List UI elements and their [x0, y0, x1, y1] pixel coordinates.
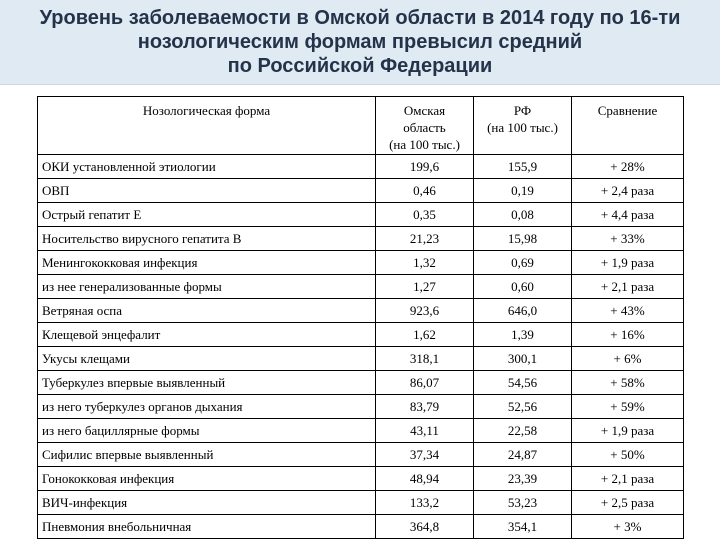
cell-comparison: + 3%	[572, 515, 684, 539]
cell-rf: 0,19	[474, 179, 572, 203]
cell-omsk: 923,6	[376, 299, 474, 323]
cell-omsk: 21,23	[376, 227, 474, 251]
cell-comparison: + 6%	[572, 347, 684, 371]
cell-form: Укусы клещами	[38, 347, 376, 371]
table-row	[38, 155, 684, 179]
cell-rf: 646,0	[474, 299, 572, 323]
cell-form: Клещевой энцефалит	[38, 323, 376, 347]
cell-form: Пневмония внебольничная	[38, 515, 376, 539]
cell-rf: 0,08	[474, 203, 572, 227]
cell-rf: 23,39	[474, 467, 572, 491]
cell-form: Сифилис впервые выявленный	[38, 443, 376, 467]
table-row	[38, 467, 684, 491]
table-row	[38, 347, 684, 371]
table-row	[38, 227, 684, 251]
cell-omsk: 364,8	[376, 515, 474, 539]
table-row	[38, 371, 684, 395]
table-row	[38, 395, 684, 419]
table-header-row	[38, 97, 684, 155]
cell-comparison: + 2,1 раза	[572, 275, 684, 299]
table-row	[38, 179, 684, 203]
cell-comparison: + 59%	[572, 395, 684, 419]
cell-omsk: 43,11	[376, 419, 474, 443]
cell-rf: 22,58	[474, 419, 572, 443]
cell-comparison: + 16%	[572, 323, 684, 347]
cell-comparison: + 2,4 раза	[572, 179, 684, 203]
cell-rf: 52,56	[474, 395, 572, 419]
table-row	[38, 443, 684, 467]
cell-omsk: 37,34	[376, 443, 474, 467]
table-row	[38, 275, 684, 299]
cell-comparison: + 43%	[572, 299, 684, 323]
cell-omsk: 318,1	[376, 347, 474, 371]
cell-rf: 0,69	[474, 251, 572, 275]
cell-comparison: + 2,5 раза	[572, 491, 684, 515]
cell-rf: 0,60	[474, 275, 572, 299]
header-rf: РФ (на 100 тыс.)	[474, 97, 572, 155]
cell-comparison: + 2,1 раза	[572, 467, 684, 491]
cell-comparison: + 58%	[572, 371, 684, 395]
cell-form: Носительство вирусного гепатита В	[38, 227, 376, 251]
cell-comparison: + 33%	[572, 227, 684, 251]
cell-rf: 155,9	[474, 155, 572, 179]
cell-form: Острый гепатит Е	[38, 203, 376, 227]
cell-rf: 15,98	[474, 227, 572, 251]
header-comparison: Сравнение	[572, 97, 684, 155]
header-omsk: Омская область (на 100 тыс.)	[376, 97, 474, 155]
cell-rf: 53,23	[474, 491, 572, 515]
title-line-3: по Российской Федерации	[227, 55, 493, 77]
cell-comparison: + 1,9 раза	[572, 251, 684, 275]
cell-form: ВИЧ-инфекция	[38, 491, 376, 515]
cell-form: Гонококковая инфекция	[38, 467, 376, 491]
table-body	[38, 155, 684, 539]
cell-form: ОВП	[38, 179, 376, 203]
cell-rf: 300,1	[474, 347, 572, 371]
cell-omsk: 199,6	[376, 155, 474, 179]
table-row	[38, 203, 684, 227]
morbidity-table	[37, 96, 684, 539]
cell-form: Ветряная оспа	[38, 299, 376, 323]
cell-omsk: 48,94	[376, 467, 474, 491]
cell-rf: 54,56	[474, 371, 572, 395]
cell-form: из него бациллярные формы	[38, 419, 376, 443]
header-form: Нозологическая форма	[38, 97, 376, 155]
table-row	[38, 419, 684, 443]
cell-omsk: 1,32	[376, 251, 474, 275]
table-row	[38, 491, 684, 515]
title-line-1: Уровень заболеваемости в Омской области в 2014 году по 16-ти	[39, 7, 681, 29]
cell-form: из него туберкулез органов дыхания	[38, 395, 376, 419]
cell-form: из нее генерализованные формы	[38, 275, 376, 299]
slide-title	[10, 6, 710, 78]
cell-form: Туберкулез впервые выявленный	[38, 371, 376, 395]
cell-omsk: 0,35	[376, 203, 474, 227]
cell-rf: 1,39	[474, 323, 572, 347]
table-row	[38, 251, 684, 275]
cell-omsk: 86,07	[376, 371, 474, 395]
cell-comparison: + 50%	[572, 443, 684, 467]
cell-omsk: 83,79	[376, 395, 474, 419]
cell-omsk: 1,62	[376, 323, 474, 347]
table-row	[38, 299, 684, 323]
cell-rf: 24,87	[474, 443, 572, 467]
cell-omsk: 1,27	[376, 275, 474, 299]
cell-comparison: + 4,4 раза	[572, 203, 684, 227]
title-line-2: нозологическим формам превысил средний	[137, 31, 583, 53]
cell-form: Менингококковая инфекция	[38, 251, 376, 275]
table-row	[38, 323, 684, 347]
cell-rf: 354,1	[474, 515, 572, 539]
cell-form: ОКИ установленной этиологии	[38, 155, 376, 179]
table-row	[38, 515, 684, 539]
cell-comparison: + 1,9 раза	[572, 419, 684, 443]
cell-omsk: 133,2	[376, 491, 474, 515]
cell-omsk: 0,46	[376, 179, 474, 203]
cell-comparison: + 28%	[572, 155, 684, 179]
